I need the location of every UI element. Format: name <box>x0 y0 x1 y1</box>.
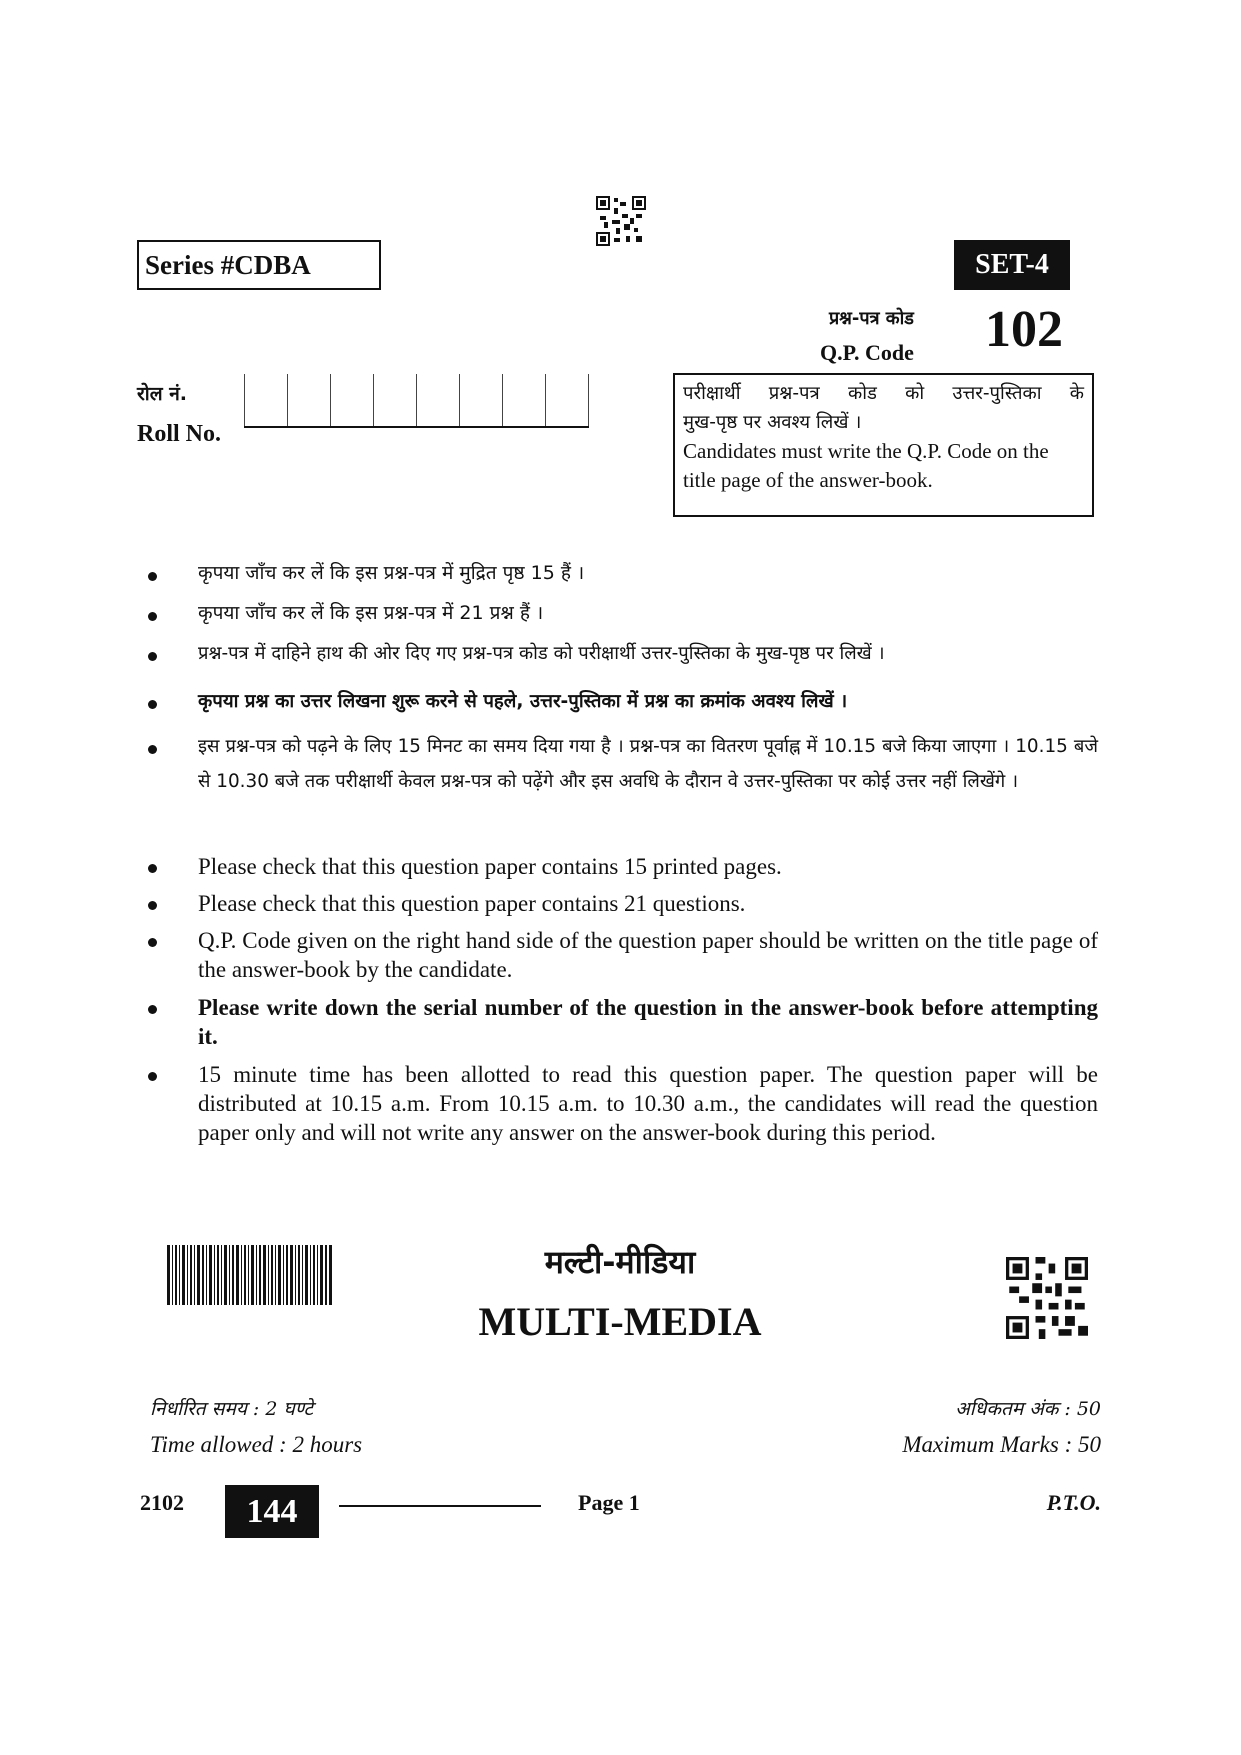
footer-box-number: 144 <box>225 1485 319 1538</box>
bullet-icon <box>148 901 157 910</box>
candidate-note-hi-line2: मुख-पृष्ठ पर अवश्य लिखें । <box>683 412 862 433</box>
roll-digit-box[interactable] <box>288 374 331 426</box>
bullet-icon <box>148 612 157 621</box>
bullet-icon <box>148 700 157 709</box>
roll-number-boxes[interactable] <box>244 374 589 428</box>
time-allowed-en: Time allowed : 2 hours <box>150 1432 363 1457</box>
set-label: SET-4 <box>954 240 1070 290</box>
roll-digit-box[interactable] <box>503 374 546 426</box>
roll-digit-box[interactable] <box>331 374 374 426</box>
pto-label: P.T.O. <box>1046 1490 1101 1515</box>
candidate-note-hi-line1: परीक्षार्थी प्रश्न-पत्र कोड को उत्तर-पुस्तिका के <box>683 383 1084 404</box>
footer-divider <box>339 1505 541 1507</box>
max-marks-hi: अधिकतम अंक : 50 <box>955 1398 1101 1420</box>
qp-code-value: 102 <box>985 301 1063 358</box>
roll-digit-box[interactable] <box>460 374 503 426</box>
footer-code: 2102 <box>140 1490 184 1515</box>
roll-digit-box[interactable] <box>244 374 288 426</box>
roll-label-hi: रोल नं. <box>137 383 187 405</box>
roll-number-label <box>137 374 221 454</box>
barcode-icon <box>167 1245 332 1305</box>
bullet-icon <box>148 1005 157 1014</box>
qr-code-small <box>596 196 646 246</box>
subject-title-en: MULTI-MEDIA <box>478 1299 762 1344</box>
bullet-icon <box>148 652 157 661</box>
bullet-icon <box>148 938 157 947</box>
time-allowed-hi: निर्धारित समय : 2 घण्टे <box>150 1398 314 1420</box>
candidate-note-box <box>673 373 1094 517</box>
candidate-note-en: Candidates must write the Q.P. Code on the title page of the answer-book. <box>683 439 1049 492</box>
bullet-icon <box>148 864 157 873</box>
qp-code-label <box>820 302 914 370</box>
bullet-icon <box>148 745 157 754</box>
max-marks-en: Maximum Marks : 50 <box>902 1432 1101 1457</box>
roll-label-en: Roll No. <box>137 421 221 447</box>
roll-digit-box[interactable] <box>546 374 589 426</box>
subject-title-hi: मल्टी-मीडिया <box>544 1243 696 1281</box>
qp-code-label-hi: प्रश्न-पत्र कोड <box>828 308 914 329</box>
qp-code-label-en: Q.P. Code <box>820 340 914 365</box>
bullet-icon <box>148 1072 157 1081</box>
roll-digit-box[interactable] <box>417 374 460 426</box>
series-label: Series #CDBA <box>137 240 381 290</box>
qr-code-large <box>1006 1257 1088 1339</box>
roll-digit-box[interactable] <box>374 374 417 426</box>
bullet-icon <box>148 572 157 581</box>
page-number: Page 1 <box>578 1490 640 1515</box>
